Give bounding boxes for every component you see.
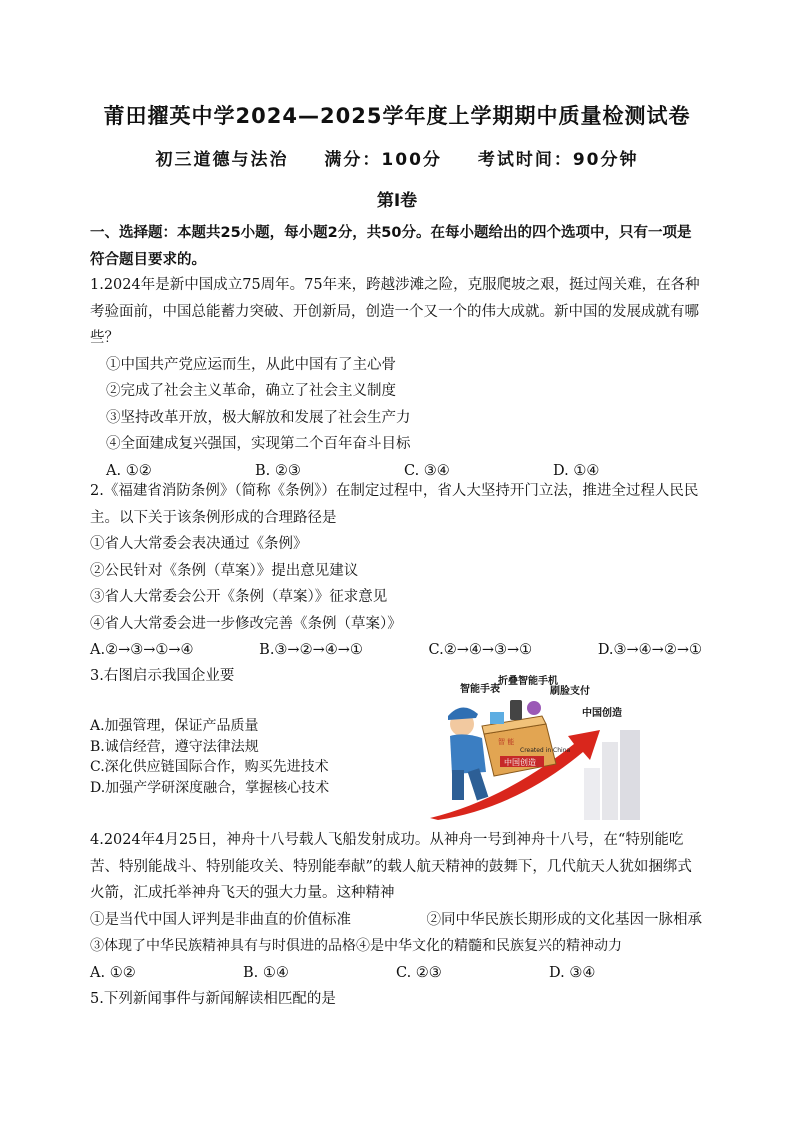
- choice-b: B.③→②→④→①: [259, 642, 363, 658]
- statement: ②完成了社会主义革命，确立了社会主义制度: [106, 383, 396, 399]
- device-icon: [490, 712, 504, 724]
- section-title: 第Ⅰ卷: [376, 191, 418, 211]
- choice-d: D. ③④: [549, 964, 596, 981]
- choice-d: D.加强产学研深度融合，掌握核心技术: [90, 779, 330, 796]
- part1-heading: 一、选择题：本题共25小题，每小题2分，共50分。在每小题给出的四个选项中，只有一项是符合题目要求的。: [90, 225, 692, 268]
- watch-icon: [527, 701, 541, 715]
- statement: ④省人大常委会进一步修改完善《条例（草案）》: [90, 615, 402, 632]
- choice-b: B.诚信经营，遵守法律法规: [90, 738, 259, 755]
- question-1: [90, 272, 702, 484]
- statement: ①省人大常委会表决通过《条例》: [90, 536, 308, 552]
- statement-row: ③体现了中华民族精神具有与时俱进的品格④是中华文化的精髓和民族复兴的精神动力: [90, 938, 622, 954]
- choice-a: A.加强管理，保证产品质量: [90, 718, 259, 734]
- question-4: [90, 827, 702, 986]
- exam-info-line: [0, 145, 794, 170]
- building-icon: [620, 730, 640, 820]
- question-2: [90, 478, 702, 664]
- label-fold-phone: 折叠智能手机: [498, 676, 558, 687]
- statement: ②同中华民族长期形成的文化基因一脉相承: [426, 911, 702, 928]
- statement: ①是当代中国人评判是非曲直的价值标准: [90, 911, 351, 928]
- question-stem: 2.《福建省消防条例》（简称《条例》）在制定过程中，省人大坚持开门立法，推进全过程人民民主。以下关于该条例形成的合理路径是: [90, 483, 699, 526]
- statement-row: [90, 907, 702, 934]
- choice-a: A.②→③→①→④: [90, 642, 194, 658]
- statement: ③坚持改革开放，极大解放和发展了社会生产力: [106, 409, 411, 426]
- label-smart-watch: 智能手表: [460, 684, 500, 695]
- subject-label: 初三道德与法治: [155, 150, 289, 170]
- choice-d: D.③→④→②→①: [597, 642, 702, 658]
- question-3-choices: [90, 716, 390, 798]
- choice-c: C. ②③: [396, 964, 442, 981]
- statement: ②公民针对《条例（草案）》提出意见建议: [90, 562, 359, 579]
- choice-a: A. ①②: [106, 462, 152, 479]
- choice-c: C.②→④→③→①: [428, 642, 533, 658]
- box-label-top: 智 能: [498, 738, 515, 746]
- box-label-cn: 中国创造: [504, 758, 536, 767]
- question-5-stem: 5.下列新闻事件与新闻解读相匹配的是: [90, 991, 336, 1007]
- time-label: 考试时间：90分钟: [477, 150, 639, 170]
- choice-b: B. ①④: [243, 964, 289, 981]
- exam-title: 莆田擢英中学2024—2025学年度上学期期中质量检测试卷: [103, 104, 691, 128]
- choice-c: C.深化供应链国际合作，购买先进技术: [90, 759, 329, 775]
- phone-icon: [510, 700, 522, 720]
- question-3-stem: 3.右图启示我国企业要: [90, 668, 235, 684]
- choice-row: [90, 960, 702, 987]
- made-in-china-illustration: [424, 672, 642, 820]
- choice-b: B. ②③: [255, 462, 301, 479]
- choice-row: [90, 637, 702, 664]
- statement: ③省人大常委会公开《条例（草案）》征求意见: [90, 589, 388, 605]
- worker-body: [450, 734, 486, 774]
- choice-a: A. ①②: [90, 964, 136, 981]
- building-icon: [584, 768, 600, 820]
- label-china-create: 中国创造: [582, 708, 622, 719]
- choice-d: D. ①④: [553, 462, 600, 479]
- box-label-en: Created in China: [520, 747, 571, 754]
- statement: ④全面建成复兴强国，实现第二个百年奋斗目标: [106, 436, 411, 452]
- worker-leg: [452, 770, 464, 800]
- choice-c: C. ③④: [404, 462, 450, 479]
- score-label: 满分：100分: [324, 150, 442, 170]
- question-stem: 4.2024年4月25日，神舟十八号载人飞船发射成功。从神舟一号到神舟十八号，在“特别能吃苦、特别能战斗、特别能攻关、特别能奉献”的载人航天精神的鼓舞下，几代航天人犹如捆绑式火箭，汇成托举神舟飞天的强大力量。这种精神: [90, 832, 692, 901]
- statement: ①中国共产党应运而生，从此中国有了主心骨: [106, 356, 396, 373]
- label-face-pay: 刷脸支付: [550, 686, 590, 697]
- question-stem: 1.2024年是新中国成立75周年。75年来，跨越涉滩之险，克服爬坡之艰，挺过闯关难，在各种考验面前，中国总能蓄力突破、开创新局，创造一个又一个的伟大成就。新中国的发展成就有哪些？: [90, 277, 700, 346]
- building-icon: [602, 742, 618, 820]
